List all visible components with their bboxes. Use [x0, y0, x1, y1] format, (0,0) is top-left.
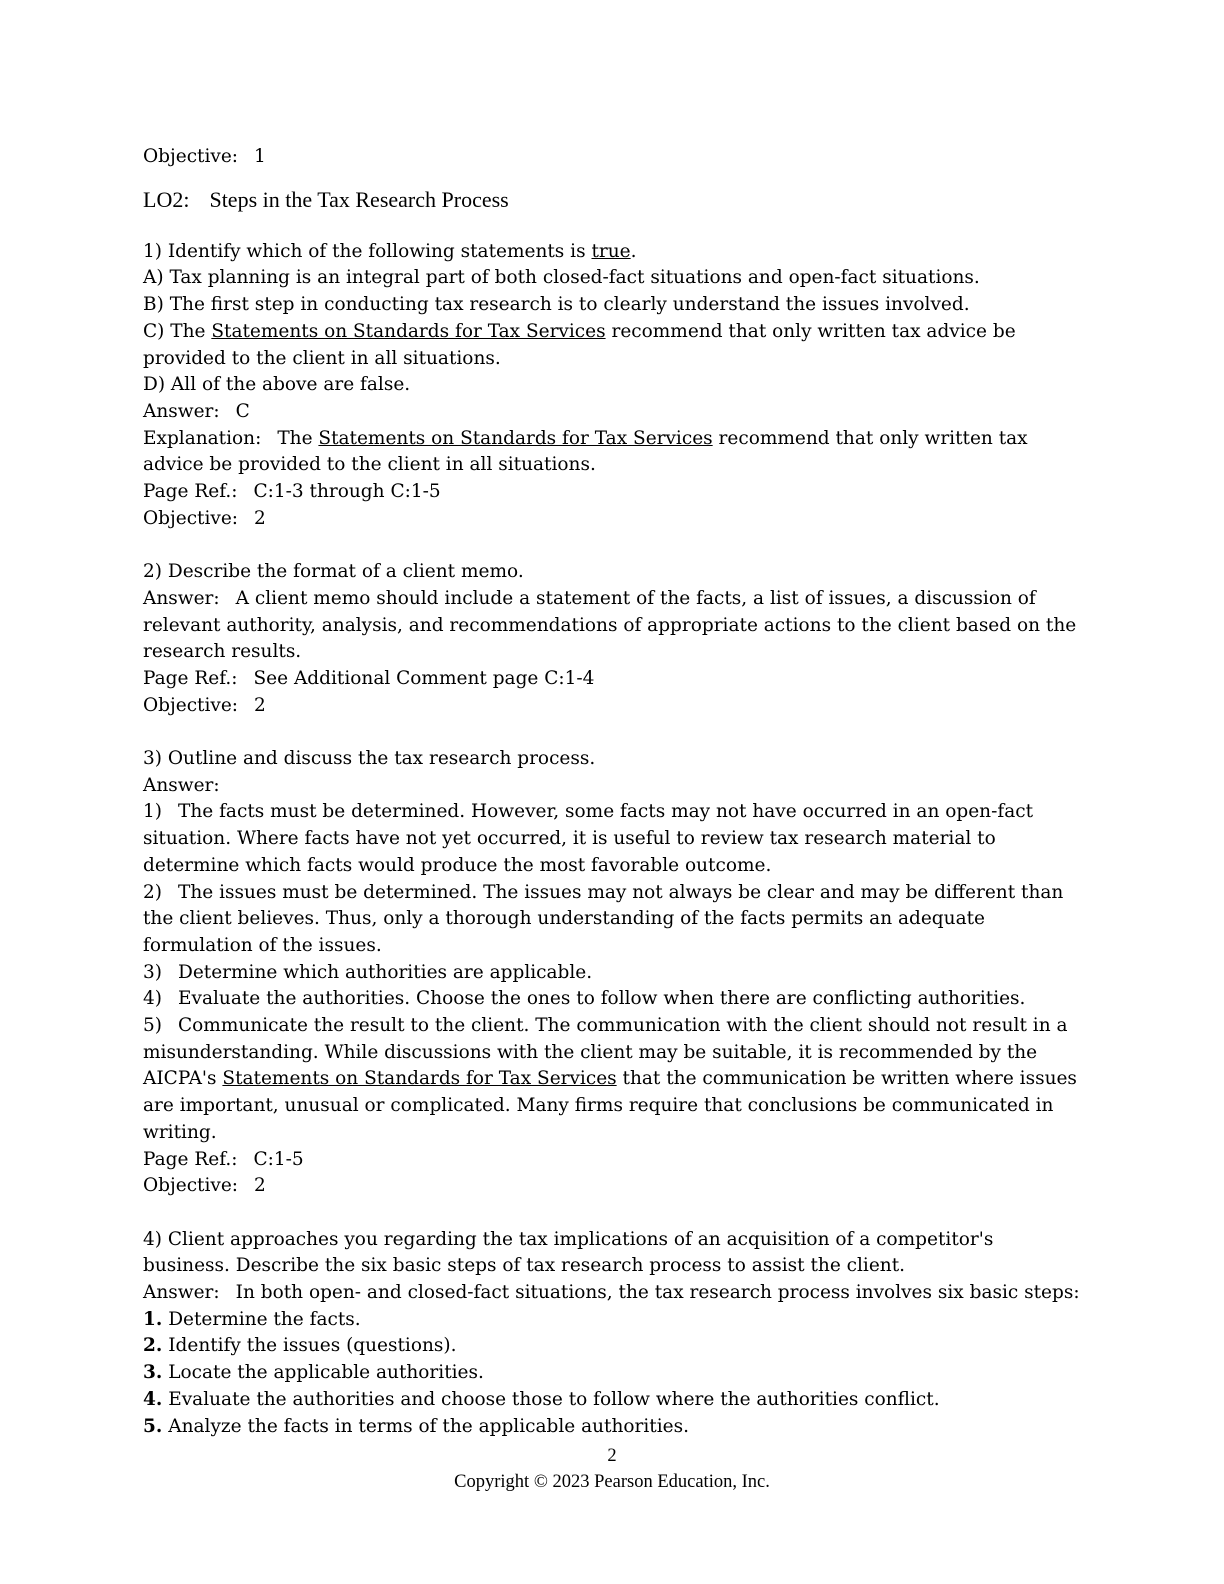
step-number: 5.	[143, 1415, 163, 1437]
question-3	[143, 746, 1083, 1200]
item-text: Evaluate the authorities. Choose the ones to follow when there are conflicting authorities.	[178, 988, 1026, 1010]
choice-c	[143, 319, 1083, 372]
copyright-notice: Copyright © 2023 Pearson Education, Inc.	[454, 1472, 770, 1492]
answer-text: In both open- and closed-fact situations, the tax research process involves six basic steps:	[235, 1282, 1080, 1304]
page-ref-label: Page Ref.:	[143, 481, 238, 503]
underlined-word: true	[591, 240, 631, 262]
question-4	[143, 1227, 1083, 1441]
choice-d: D) All of the above are false.	[143, 374, 411, 396]
item-text: that the communication be written where issues are important, unusual or complicated. Many firms require that conclusions be communicated in writing.	[143, 1068, 1077, 1143]
list-item	[143, 960, 1083, 987]
item-number: 5)	[143, 1015, 162, 1037]
objective-value: 2	[254, 694, 266, 716]
item-number: 2)	[143, 881, 162, 903]
step-text: Locate the applicable authorities.	[168, 1362, 484, 1384]
step-number: 1.	[143, 1308, 163, 1330]
item-text: The facts must be determined. However, some facts may not have occurred in an open-fact situation. Where facts have not yet occurred, it is useful to review tax research material to determine which facts would produce the most favorable outcome.	[143, 801, 1034, 876]
page-ref-line	[143, 479, 1083, 506]
page-ref-label: Page Ref.:	[143, 667, 238, 689]
objective-label: Objective:	[143, 1175, 239, 1197]
answer-value: C	[235, 400, 250, 422]
list-item	[143, 799, 1083, 879]
list-item	[143, 880, 1083, 960]
answer-line	[143, 1280, 1083, 1307]
choice-a: A) Tax planning is an integral part of both closed-fact situations and open-fact situations.	[143, 267, 980, 289]
answer-label: Answer:	[143, 587, 220, 609]
answer-line	[143, 399, 1083, 426]
list-item	[143, 986, 1083, 1013]
page-number: 2	[607, 1446, 617, 1466]
objective-label: Objective:	[143, 146, 239, 167]
item-number: 1)	[143, 801, 162, 823]
underlined-title: Statements on Standards for Tax Services	[318, 427, 713, 449]
objective-line	[143, 693, 1083, 720]
page-ref-label: Page Ref.:	[143, 1148, 238, 1170]
underlined-title: Statements on Standards for Tax Services	[222, 1068, 617, 1090]
answer-label: Answer:	[143, 1282, 220, 1304]
step-text: Analyze the facts in terms of the applicable authorities.	[168, 1415, 689, 1437]
step-number: 4.	[143, 1388, 163, 1410]
explanation-label: Explanation:	[143, 427, 262, 449]
step-text: Determine the facts.	[168, 1308, 361, 1330]
question-text: 2) Describe the format of a client memo.	[143, 561, 524, 583]
answer-block	[143, 586, 1083, 666]
question-2	[143, 559, 1083, 719]
answer-text: A client memo should include a statement of the facts, a list of issues, a discussion of relevant authority, analysis, and recommendations of appropriate actions to the client based on the research results.	[143, 587, 1077, 663]
question-text: 4) Client approaches you regarding the tax implications of an acquisition of a competitor's business. Describe the six basic steps of tax research process to assist the client.	[143, 1228, 994, 1277]
step-item	[143, 1360, 1083, 1387]
explanation	[143, 426, 1083, 479]
objective-label: Objective:	[143, 694, 239, 716]
objective-line	[143, 144, 1083, 171]
item-text: Communicate the result to the client. The communication with the client should not result in a misunderstanding. While discussions with the client may be suitable, it is recommended by the AICPA's	[143, 1015, 1068, 1090]
step-item	[143, 1387, 1083, 1414]
underlined-title: Statements on Standards for Tax Services	[211, 320, 606, 342]
step-item	[143, 1333, 1083, 1360]
objective-line	[143, 1173, 1083, 1200]
step-item	[143, 1414, 1083, 1441]
item-number: 3)	[143, 961, 162, 983]
question-text-part: 1) Identify which of the following statements is	[143, 240, 592, 262]
answer-label: Answer:	[143, 400, 220, 422]
step-number: 2.	[143, 1335, 163, 1357]
document-body	[143, 144, 1083, 1440]
item-number: 4)	[143, 988, 162, 1010]
item-text: Determine which authorities are applicable.	[178, 961, 593, 983]
objective-label: Objective:	[143, 507, 239, 529]
question-text	[143, 239, 1083, 266]
answer-label: Answer:	[143, 774, 220, 796]
choice-text-part: C) The	[143, 320, 212, 342]
page-ref-line	[143, 666, 1083, 693]
choice-b: B) The first step in conducting tax research is to clearly understand the issues involved.	[143, 294, 970, 316]
step-item	[143, 1307, 1083, 1334]
question-text: 3) Outline and discuss the tax research process.	[143, 748, 596, 770]
list-item	[143, 1013, 1083, 1147]
explanation-text-part: recommend that only written tax advice be provided to the client in all situations.	[143, 427, 1028, 476]
section-title: Steps in the Tax Research Process	[209, 186, 509, 212]
step-text: Identify the issues (questions).	[168, 1335, 457, 1357]
question-1	[143, 239, 1083, 533]
section-code: LO2:	[143, 186, 190, 212]
step-text: Evaluate the authorities and choose those to follow where the authorities conflict.	[168, 1388, 940, 1410]
question-text-part: .	[630, 240, 637, 262]
page-ref-line	[143, 1147, 1083, 1174]
item-text: The issues must be determined. The issues may not always be clear and may be different than the client believes. Thus, only a thorough understanding of the facts permits an adequate formulation of the issues.	[143, 881, 1064, 956]
objective-value: 1	[254, 146, 266, 167]
objective-value: 2	[254, 1175, 266, 1197]
objective-line	[143, 506, 1083, 533]
objective-value: 2	[254, 507, 266, 529]
choice-text-part: recommend that only written tax advice be provided to the client in all situations.	[143, 320, 1016, 369]
page-ref-value: C:1-3 through C:1-5	[253, 481, 441, 503]
page-ref-value: C:1-5	[253, 1148, 304, 1170]
step-number: 3.	[143, 1362, 163, 1384]
section-heading	[143, 187, 1083, 213]
page-ref-value: See Additional Comment page C:1-4	[253, 667, 595, 689]
explanation-text-part: The	[277, 427, 319, 449]
